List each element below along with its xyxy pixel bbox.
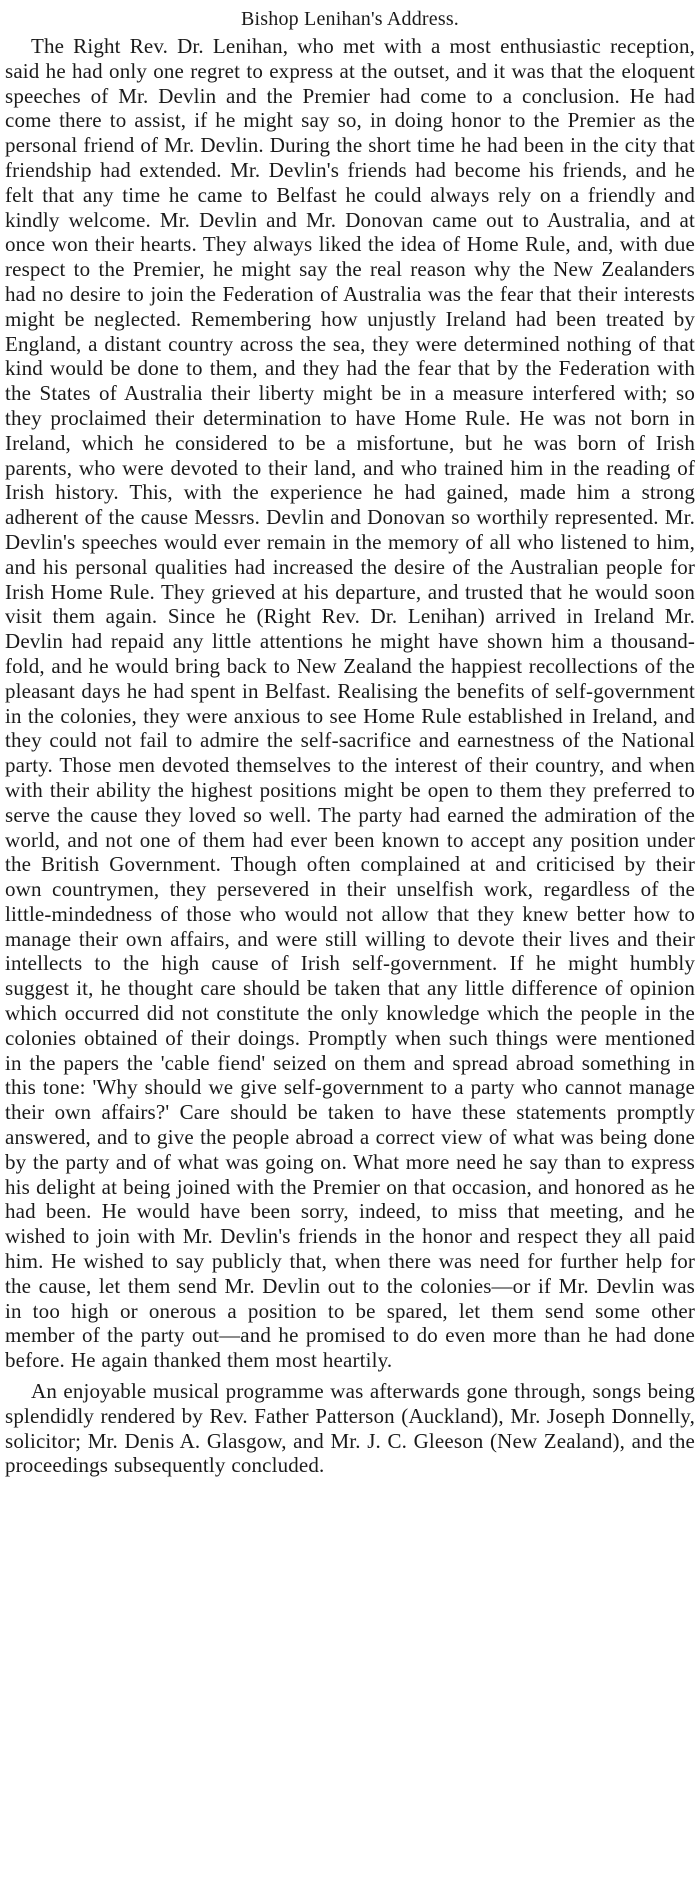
article-paragraph-programme: An enjoyable musical programme was afterwards gone through, songs being splendidly rendered by Rev. Father Patterson (Auckland), Mr. Joseph Donnelly, solicitor; Mr. Denis A. Glasgow, and Mr. J. C. Gleeson (New Zealand), and the proceedings subsequently concluded. bbox=[5, 1379, 695, 1478]
article-heading: Bishop Lenihan's Address. bbox=[240, 8, 460, 30]
article-paragraph-speech: The Right Rev. Dr. Lenihan, who met with a most enthusiastic reception, said he had only one regret to express at the outset, and it was that the eloquent speeches of Mr. Devlin and the Premier had come to a conclusion. He had come there to assist, if he might say so, in doing honor to the Premier as the personal friend of Mr. Devlin. During the short time he had been in the city that friendship had extended. Mr. Devlin's friends had become his friends, and he felt that any time he came to Belfast he could always rely on a friendly and kindly welcome. Mr. Devlin and Mr. Donovan came out to Australia, and at once won their hearts. They always liked the idea of Home Rule, and, with due respect to the Premier, he might say the real reason why the New Zealanders had no desire to join the Federation of Australia was the fear that their interests might be neglected. Remembering how unjustly Ireland had been treated by England, a distant country across the sea, they were determined nothing of that kind would be done to them, and they had the fear that by the Federation with the States of Australia their liberty might be in a measure interfered with; so they proclaimed their determination to have Home Rule. He was not born in Ireland, which he considered to be a misfortune, but he was born of Irish parents, who were devoted to their land, and who trained him in the reading of Irish history. This, with the experience he had gained, made him a strong adherent of the cause Messrs. Devlin and Donovan so worthily represented. Mr. Devlin's speeches would ever remain in the memory of all who listened to him, and his personal qualities had increased the desire of the Australian people for Irish Home Rule. They grieved at his departure, and trusted that he would soon visit them again. Since he (Right Rev. Dr. Lenihan) arrived in Ireland Mr. Devlin had repaid any little attentions he might have shown him a thousand-fold, and he would bring back to New Zealand the happiest recollections of the pleasant days he had spent in Belfast. Realising the benefits of self-government in the colonies, they were anxious to see Home Rule established in Ireland, and they could not fail to admire the self-sacrifice and earnestness of the National party. Those men devoted themselves to the interest of their country, and when with their ability the highest positions might be open to them they preferred to serve the cause they loved so well. The party had earned the admiration of the world, and not one of them had ever been known to accept any position under the British Government. Though often complained at and criticised by their own countrymen, they persevered in their unselfish work, regardless of the little-mindedness of those who would not allow that they knew better how to manage their own affairs, and were still willing to devote their lives and their intellects to the high cause of Irish self-government. If he might humbly suggest it, he thought care should be taken that any little difference of opinion which occurred did not constitute the only knowledge which the people in the colonies obtained of their doings. Promptly when such things were mentioned in the papers the 'cable fiend' seized on them and spread abroad something in this tone: 'Why should we give self-government to a party who cannot manage their own affairs?' Care should be taken to have these statements promptly answered, and to give the people abroad a correct view of what was being done by the party and of what was going on. What more need he say than to express his delight at being joined with the Premier on that occasion, and honored as he had been. He would have been sorry, indeed, to miss that meeting, and he wished to join with Mr. Devlin's friends in the honor and respect they all paid him. He wished to say publicly that, when there was need for further help for the cause, let them send Mr. Devlin out to the colonies—or if Mr. Devlin was in too high or onerous a position to be spared, let them send some other member of the party out—and he promised to do even more than he had done before. He again thanked them most heartily. bbox=[5, 34, 695, 1373]
